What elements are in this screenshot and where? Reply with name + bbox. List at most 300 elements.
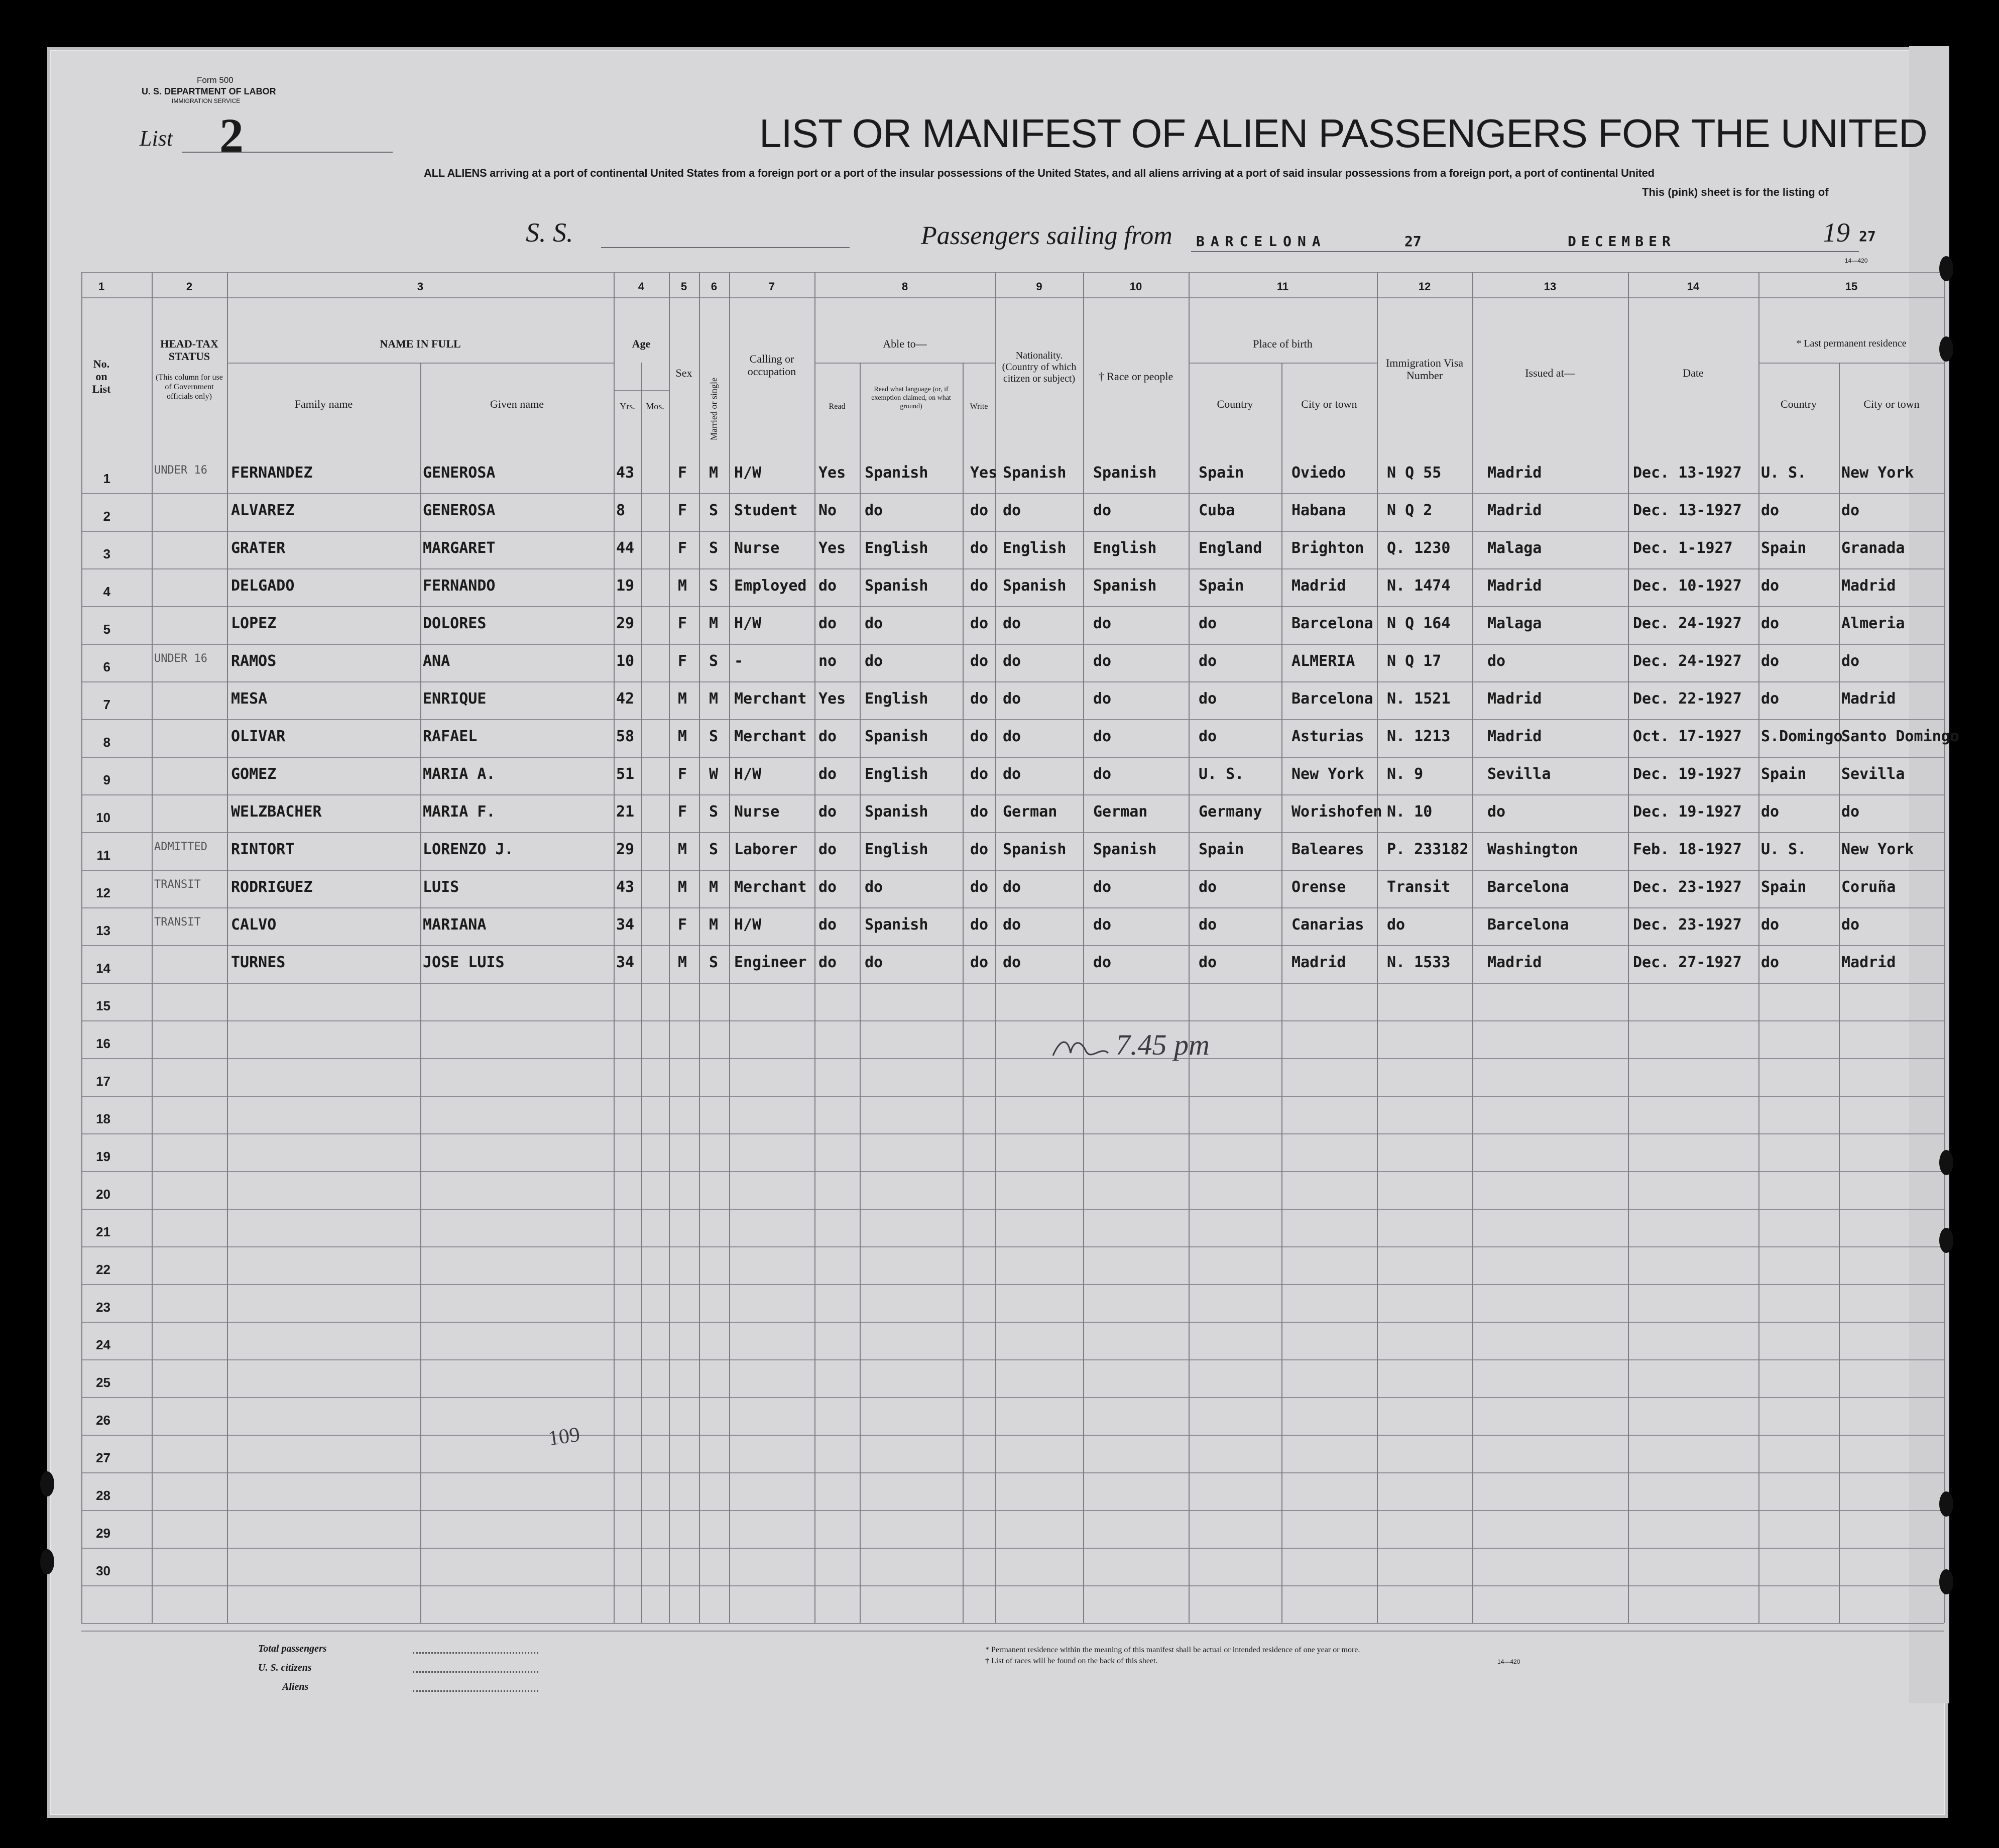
- sex: M: [678, 954, 687, 971]
- residence-city: do: [1841, 652, 1860, 670]
- can-write: do: [970, 652, 989, 670]
- row-number: 24: [96, 1337, 110, 1352]
- header-birth-city: City or town: [1301, 398, 1357, 410]
- read-language: Spanish: [865, 916, 928, 934]
- age-years: 29: [616, 615, 635, 632]
- column-rule: [1189, 272, 1190, 1623]
- age-years: 42: [616, 690, 635, 708]
- visa-number: do: [1387, 916, 1405, 934]
- binder-hole: [1939, 1150, 1953, 1175]
- age-years: 43: [616, 464, 635, 482]
- row-number: 30: [96, 1563, 110, 1578]
- header-visa-number: Immigration Visa Number: [1385, 357, 1464, 382]
- issued-at: Malaga: [1487, 615, 1542, 632]
- issue-date: Dec. 10-1927: [1633, 577, 1742, 595]
- header-date: Date: [1683, 367, 1704, 379]
- read-language: do: [865, 954, 883, 971]
- race: do: [1093, 878, 1112, 896]
- header-last-residence: * Last permanent residence: [1796, 338, 1907, 349]
- rule-line: [81, 681, 1944, 682]
- visa-number: N. 1474: [1387, 577, 1451, 595]
- given-name: DOLORES: [423, 615, 487, 632]
- residence-country: do: [1761, 652, 1780, 670]
- header-age: Age: [632, 337, 651, 350]
- rule-line: [81, 568, 1944, 569]
- rule-line: [81, 1246, 1944, 1247]
- race: do: [1093, 652, 1112, 670]
- age-years: 8: [616, 502, 626, 519]
- birth-country: Cuba: [1199, 502, 1235, 519]
- family-name: GOMEZ: [231, 765, 277, 783]
- column-rule: [1472, 272, 1473, 1623]
- residence-city: New York: [1841, 464, 1914, 482]
- issue-date: Dec. 23-1927: [1633, 916, 1742, 934]
- header-read: Read: [829, 402, 846, 411]
- residence-country: U. S.: [1761, 841, 1807, 858]
- binder-hole: [40, 1471, 54, 1496]
- age-years: 10: [616, 652, 635, 670]
- residence-country: Spain: [1761, 765, 1807, 783]
- occupation: Engineer: [734, 954, 807, 971]
- birth-country: Spain: [1199, 577, 1244, 595]
- column-rule: [81, 272, 82, 1623]
- can-write: do: [970, 765, 989, 783]
- nationality: do: [1003, 502, 1021, 519]
- column-rule: [227, 272, 228, 1623]
- row-number: 7: [103, 697, 110, 712]
- family-name: TURNES: [231, 954, 286, 971]
- row-number: 11: [96, 848, 110, 863]
- residence-country: do: [1761, 690, 1780, 708]
- issue-date: Dec. 24-1927: [1633, 652, 1742, 670]
- rule-line: [81, 1397, 1944, 1398]
- column-rule: [814, 272, 815, 1623]
- can-write: do: [970, 502, 989, 519]
- nationality: do: [1003, 615, 1021, 632]
- column-rule: [729, 272, 730, 1623]
- race: English: [1093, 539, 1157, 557]
- family-name: WELZBACHER: [231, 803, 322, 821]
- col-number-11: 11: [1276, 280, 1289, 293]
- header-name-in-full: NAME IN FULL: [380, 337, 461, 350]
- given-name: ENRIQUE: [423, 690, 487, 708]
- year-prefix: 19: [1823, 217, 1850, 248]
- row-number: 10: [96, 810, 110, 825]
- can-write: do: [970, 577, 989, 595]
- can-read: do: [818, 615, 837, 632]
- row-number: 14: [96, 961, 110, 976]
- row-number: 9: [103, 772, 110, 787]
- footer-total-passengers: Total passengers: [258, 1643, 327, 1654]
- given-name: ANA: [423, 652, 450, 670]
- family-name: LOPEZ: [231, 615, 277, 632]
- issued-at: Malaga: [1487, 539, 1542, 557]
- issue-date: Dec. 24-1927: [1633, 615, 1742, 632]
- marital-status: S: [709, 502, 719, 519]
- issued-at: Madrid: [1487, 502, 1542, 519]
- sex: M: [678, 577, 687, 595]
- given-name: JOSE LUIS: [423, 954, 505, 971]
- marital-status: M: [709, 615, 719, 632]
- can-read: do: [818, 916, 837, 934]
- department: U. S. DEPARTMENT OF LABOR: [142, 86, 276, 96]
- signature-icon: [1050, 1035, 1111, 1061]
- birth-country: do: [1199, 690, 1217, 708]
- age-years: 34: [616, 954, 635, 971]
- race: do: [1093, 765, 1112, 783]
- row-number: 2: [103, 509, 110, 524]
- birth-city: Worishofen: [1291, 803, 1382, 821]
- family-name: GRATER: [231, 539, 286, 557]
- manifest-title: LIST OR MANIFEST OF ALIEN PASSENGERS FOR THE UNITED: [759, 111, 1927, 156]
- race: do: [1093, 954, 1112, 971]
- race: German: [1093, 803, 1148, 821]
- family-name: RODRIGUEZ: [231, 878, 313, 896]
- read-language: do: [865, 652, 883, 670]
- binder-hole: [1939, 1491, 1953, 1517]
- rule-line: [81, 531, 1944, 532]
- rule-line: [81, 1171, 1944, 1172]
- header-issued-at: Issued at—: [1525, 367, 1575, 379]
- month-value: DECEMBER: [1568, 233, 1676, 250]
- visa-number: N. 9: [1387, 765, 1424, 783]
- marital-status: S: [709, 728, 719, 745]
- can-write: do: [970, 878, 989, 896]
- footer-note-races: † List of races will be found on the back of this sheet.: [985, 1657, 1158, 1665]
- occupation: Nurse: [734, 539, 780, 557]
- occupation: Nurse: [734, 803, 780, 821]
- can-write: do: [970, 539, 989, 557]
- marital-status: S: [709, 652, 719, 670]
- header-head-tax: HEAD-TAX STATUS: [160, 337, 218, 363]
- can-write: do: [970, 615, 989, 632]
- rule-line: [81, 757, 1944, 758]
- marital-status: M: [709, 690, 719, 708]
- can-read: Yes: [818, 690, 846, 708]
- family-name: MESA: [231, 690, 268, 708]
- visa-number: N Q 164: [1387, 615, 1451, 632]
- can-read: do: [818, 954, 837, 971]
- sex: F: [678, 539, 687, 557]
- head-tax-status: ADMITTED: [154, 841, 207, 853]
- row-number: 16: [96, 1036, 110, 1051]
- binder-hole: [1939, 1228, 1953, 1253]
- issued-at: Madrid: [1487, 954, 1542, 971]
- rule-line: [81, 1209, 1944, 1210]
- rule-line: [81, 870, 1944, 871]
- birth-city: Madrid: [1291, 954, 1346, 971]
- birth-country: do: [1199, 954, 1217, 971]
- head-tax-status: UNDER 16: [154, 652, 207, 665]
- birth-city: Brighton: [1291, 539, 1364, 557]
- marital-status: S: [709, 803, 719, 821]
- rule-line: [81, 983, 1944, 984]
- row-number: 13: [96, 923, 110, 938]
- given-name: GENEROSA: [423, 502, 496, 519]
- row-number: 4: [103, 584, 110, 599]
- row-number: 20: [96, 1187, 110, 1202]
- rule-line: [81, 1133, 1944, 1134]
- col-number-10: 10: [1129, 280, 1142, 293]
- rule-line: [81, 794, 1944, 795]
- footer-note-residence: * Permanent residence within the meaning of this manifest shall be actual or intended residence of one year or more.: [985, 1646, 1360, 1654]
- column-rule: [1281, 363, 1282, 1623]
- family-name: OLIVAR: [231, 728, 286, 745]
- column-rule: [963, 363, 964, 1623]
- header-mos: Mos.: [646, 401, 664, 411]
- header-family-name: Family name: [294, 398, 353, 410]
- column-rule: [1839, 363, 1840, 1623]
- family-name: RINTORT: [231, 841, 295, 858]
- column-rule: [1377, 272, 1378, 1623]
- manifest-sheet: [50, 50, 1959, 1815]
- birth-country: do: [1199, 728, 1217, 745]
- marital-status: M: [709, 464, 719, 482]
- nationality: German: [1003, 803, 1057, 821]
- col-number-9: 9: [1036, 280, 1042, 293]
- sex: M: [678, 841, 687, 858]
- footer-code: 14—420: [1497, 1658, 1520, 1665]
- row-number: 27: [96, 1450, 110, 1465]
- visa-number: N Q 2: [1387, 502, 1433, 519]
- issue-date: Dec. 13-1927: [1633, 502, 1742, 519]
- sex: F: [678, 464, 687, 482]
- residence-country: do: [1761, 916, 1780, 934]
- col-number-5: 5: [680, 280, 687, 293]
- header-sex: Sex: [675, 367, 692, 379]
- binder-hole: [1939, 256, 1953, 281]
- rule-line: [81, 1435, 1944, 1436]
- residence-city: Sevilla: [1841, 765, 1905, 783]
- age-years: 44: [616, 539, 635, 557]
- header-nationality: Nationality. (Country of which citizen or subject): [1002, 350, 1077, 384]
- read-language: English: [865, 539, 928, 557]
- birth-country: Spain: [1199, 464, 1244, 482]
- can-read: do: [818, 841, 837, 858]
- read-language: do: [865, 502, 883, 519]
- visa-number: Transit: [1387, 878, 1451, 896]
- can-read: Yes: [818, 539, 846, 557]
- can-read: No: [818, 502, 837, 519]
- birth-city: New York: [1291, 765, 1364, 783]
- nationality: English: [1003, 539, 1067, 557]
- header-res-city: City or town: [1863, 398, 1920, 410]
- header-able-to: Able to—: [883, 337, 927, 350]
- visa-number: Q. 1230: [1387, 539, 1451, 557]
- given-name: RAFAEL: [423, 728, 478, 745]
- year-suffix: 27: [1859, 228, 1876, 245]
- residence-city: Madrid: [1841, 690, 1896, 708]
- read-language: English: [865, 841, 928, 858]
- rule-line: [81, 945, 1944, 946]
- birth-country: Spain: [1199, 841, 1244, 858]
- residence-city: Almeria: [1841, 615, 1905, 632]
- sex: F: [678, 502, 687, 519]
- page-stamp: 109: [547, 1423, 581, 1451]
- sex: F: [678, 615, 687, 632]
- column-rule: [1758, 272, 1759, 1623]
- issue-date: Dec. 27-1927: [1633, 954, 1742, 971]
- issue-date: Feb. 18-1927: [1633, 841, 1742, 858]
- read-language: Spanish: [865, 577, 928, 595]
- occupation: H/W: [734, 765, 762, 783]
- race: Spanish: [1093, 841, 1157, 858]
- header-race: † Race or people: [1098, 370, 1173, 383]
- col-number-1: 1: [98, 280, 105, 293]
- column-rule: [152, 272, 153, 1623]
- residence-city: Madrid: [1841, 577, 1896, 595]
- col-number-2: 2: [186, 280, 193, 293]
- visa-number: N. 1521: [1387, 690, 1451, 708]
- rule-line: [81, 1359, 1944, 1360]
- row-number: 26: [96, 1413, 110, 1428]
- row-number: 29: [96, 1526, 110, 1541]
- birth-city: ALMERIA: [1291, 652, 1355, 670]
- nationality: Spanish: [1003, 841, 1067, 858]
- residence-city: Granada: [1841, 539, 1905, 557]
- rule-line: [81, 907, 1944, 908]
- birth-country: do: [1199, 916, 1217, 934]
- issue-date: Dec. 19-1927: [1633, 765, 1742, 783]
- day-value: 27: [1404, 233, 1422, 250]
- header-head-tax-note: (This column for use of Government officials only): [156, 373, 223, 401]
- form-code: 14—420: [1845, 257, 1868, 264]
- column-rule: [699, 272, 700, 1623]
- row-number: 15: [96, 998, 110, 1013]
- given-name: MARIANA: [423, 916, 487, 934]
- issued-at: Sevilla: [1487, 765, 1551, 783]
- occupation: -: [734, 652, 744, 670]
- col-number-3: 3: [417, 280, 424, 293]
- occupation: Merchant: [734, 690, 807, 708]
- birth-country: do: [1199, 615, 1217, 632]
- residence-city: do: [1841, 916, 1860, 934]
- given-name: LUIS: [423, 878, 459, 896]
- sex: F: [678, 803, 687, 821]
- visa-number: P. 233182: [1387, 841, 1469, 858]
- visa-number: N Q 17: [1387, 652, 1442, 670]
- issued-at: Madrid: [1487, 690, 1542, 708]
- marital-status: M: [709, 878, 719, 896]
- race: do: [1093, 728, 1112, 745]
- column-rule: [1628, 272, 1629, 1623]
- row-number: 1: [103, 471, 110, 486]
- sex: M: [678, 728, 687, 745]
- signature-time: 7.45 pm: [1116, 1028, 1210, 1061]
- service: IMMIGRATION SERVICE: [172, 97, 241, 104]
- row-number: 18: [96, 1111, 110, 1126]
- rule-line: [81, 1284, 1944, 1285]
- column-rule: [1083, 272, 1084, 1623]
- footer-aliens-line: [413, 1690, 538, 1692]
- issue-date: Dec. 23-1927: [1633, 878, 1742, 896]
- header-no-on-list: No. on List: [92, 358, 111, 395]
- issue-date: Oct. 17-1927: [1633, 728, 1742, 745]
- nationality: do: [1003, 765, 1021, 783]
- residence-city: Coruña: [1841, 878, 1896, 896]
- visa-number: N. 1213: [1387, 728, 1451, 745]
- header-place-of-birth: Place of birth: [1253, 337, 1313, 350]
- family-name: ALVAREZ: [231, 502, 295, 519]
- form-number: Form 500: [197, 75, 233, 85]
- column-rule: [641, 363, 642, 1623]
- rule-line: [81, 272, 1944, 273]
- binder-hole: [1939, 1569, 1953, 1594]
- residence-city: do: [1841, 502, 1860, 519]
- read-language: Spanish: [865, 464, 928, 482]
- header-birth-country: Country: [1217, 398, 1253, 410]
- age-years: 34: [616, 916, 635, 934]
- header-given-name: Given name: [490, 398, 544, 410]
- row-number: 28: [96, 1488, 110, 1503]
- binder-hole: [40, 1549, 54, 1574]
- can-write: do: [970, 841, 989, 858]
- birth-city: Barcelona: [1291, 690, 1373, 708]
- read-language: do: [865, 878, 883, 896]
- residence-city: do: [1841, 803, 1860, 821]
- nationality: Spanish: [1003, 577, 1067, 595]
- rule-line: [81, 1096, 1944, 1097]
- col-number-4: 4: [638, 280, 645, 293]
- sex: M: [678, 690, 687, 708]
- rule-line: [81, 1472, 1944, 1473]
- sex: F: [678, 652, 687, 670]
- can-read: do: [818, 803, 837, 821]
- col-number-13: 13: [1544, 280, 1557, 293]
- rule-line: [81, 606, 1944, 607]
- birth-country: do: [1199, 652, 1217, 670]
- column-rule: [420, 363, 421, 1623]
- row-number: 17: [96, 1074, 110, 1089]
- marital-status: S: [709, 954, 719, 971]
- family-name: CALVO: [231, 916, 277, 934]
- race: do: [1093, 690, 1112, 708]
- nationality: do: [1003, 652, 1021, 670]
- marital-status: S: [709, 577, 719, 595]
- birth-country: England: [1199, 539, 1262, 557]
- age-years: 51: [616, 765, 635, 783]
- row-number: 3: [103, 546, 110, 561]
- birth-city: Habana: [1291, 502, 1346, 519]
- issued-at: Madrid: [1487, 577, 1542, 595]
- occupation: H/W: [734, 916, 762, 934]
- can-read: do: [818, 728, 837, 745]
- race: Spanish: [1093, 464, 1157, 482]
- residence-city: New York: [1841, 841, 1914, 858]
- race: do: [1093, 916, 1112, 934]
- residence-country: do: [1761, 615, 1780, 632]
- birth-city: Baleares: [1291, 841, 1364, 858]
- signature-scrawl: [1050, 1035, 1111, 1061]
- sex: F: [678, 916, 687, 934]
- residence-country: do: [1761, 502, 1780, 519]
- issued-at: do: [1487, 652, 1506, 670]
- rule-line: [81, 493, 1944, 494]
- col-number-7: 7: [768, 280, 775, 293]
- col-number-12: 12: [1418, 280, 1431, 293]
- col-number-6: 6: [711, 280, 718, 293]
- race: do: [1093, 615, 1112, 632]
- occupation: Merchant: [734, 878, 807, 896]
- birth-city: Madrid: [1291, 577, 1346, 595]
- given-name: FERNANDO: [423, 577, 496, 595]
- rule-line: [81, 1548, 1944, 1549]
- issued-at: Madrid: [1487, 728, 1542, 745]
- head-tax-status: UNDER 16: [154, 464, 207, 477]
- rule-line: [81, 297, 1944, 298]
- head-tax-status: TRANSIT: [154, 878, 201, 891]
- can-read: do: [818, 577, 837, 595]
